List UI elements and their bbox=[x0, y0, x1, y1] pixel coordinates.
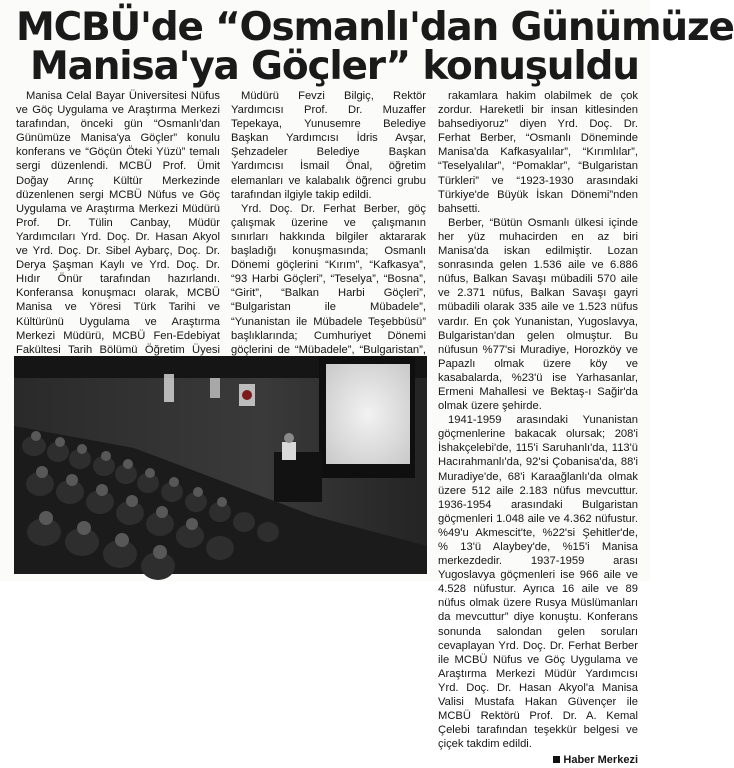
byline bbox=[438, 753, 638, 767]
paragraph: rakamlara hakim olabilmek de çok zordur. Hareketli bir insan kitlesinden bahsediyoruz” diyen Yrd. Doç. Dr. Ferhat Berber, “Osmanlı Döneminde Manisa'da Kafkasyalılar”, “Kırımlılar”, “Teselyalılar”, “Pomaklar”, “Bulgaristan Türkleri” ve “1923-1930 arasındaki Türkiye'de Büyük İskan Dönemi”nden bahsetti. bbox=[438, 90, 638, 215]
paragraph: Manisa Celal Bayar Üniversitesi Nüfus ve Göç Uygulama ve Araştırma Merkezi tarafından, önceki gün “Osmanlı'dan Günümüze Manisa'ya Göçler” konulu konferans ve “Göçün Öteki Yüzü” temalı sergi düzenlendi. MCBÜ Prof. Ümit Doğay Arınç Kültür Merkezinde düzenlenen sergi MCBÜ Nüfus ve Göç Uygulama ve Araştırma Merkezi Müdürü Prof. Dr. Tülin Canbay, Müdür Yardımcıları Yrd. Doç. Dr. Hasan Akyol ve Yrd. Doç. Dr. Sibel Aybarç, Doç. Dr. Derya Şaşman Kaylı ve Yrd. Doç. Dr. Hıdır Önür tarafından hazırlandı. Konferansa konuşmacı olarak, MCBÜ Manisa ve Yöresi Türk Tarihi ve Kültürünü Uygulama ve Araştırma Merkezi Müdürü, MCBÜ Fen-Edebiyat Fakültesi Tarih Bölümü Öğretim Üyesi bbox=[16, 90, 220, 356]
byline-text: Haber Merkezi bbox=[563, 754, 638, 767]
headline-line-2: Manisa'ya Göçler” konuşuldu bbox=[30, 44, 639, 89]
headline-line-1: MCBÜ'de “Osmanlı'dan Günümüze bbox=[16, 5, 734, 50]
conference-hall-photo bbox=[14, 356, 427, 574]
bullet-square-icon bbox=[553, 756, 560, 763]
paragraph: Müdürü Fevzi Bilgiç, Rektör Yardımcısı Prof. Dr. Muzaffer Tepekaya, Yunusemre Belediye Başkan Yardımcısı İdris Avşar, Şehzadeler Belediye Başkan Yardımcısı İsmail Önal, öğretim elemanları ve kalabalık öğrenci grubu tarafından ilgiyle takip edildi. bbox=[231, 90, 426, 201]
paragraph: Yrd. Doç. Dr. Ferhat Berber, göç çalışmak üzerine ve çalışmanın sınırları hakkında bilgiler aktararak başladığı konuşmasında; Osmanlı Dönemi göçlerini “Kırım”, “Kafkasya”, “93 Harbi Göçleri”, “Teselya”, “Bosna”, “Girit”, “Balkan Harbi Göçleri”, “Bulgaristan ile Mübadele”, “Yunanistan ile Mübadele Teşebbüsü” başlıklarında; Cumhuriyet Dönemi göçlerini de “Mübadele”, “Bulgaristan”, bbox=[231, 202, 426, 356]
article-column-3 bbox=[438, 89, 638, 768]
paragraph: 1941-1959 arasındaki Yunanistan göçmenlerine bakacak olursak; 208'i İshakçelebi'de, 115'i Saruhanlı'da, 113'ü Hacırahmanlı'da, 92'si Çobanisa'da, 88'i Muradiye'de, 68'i Karaağlanlı'da olmak üzere 512 aile 2.183 nüfus mevcuttur. 1936-1954 arasındaki Bulgaristan göçmenleri 1.048 aile ve 4.362 nüfustur. %49'u Akmescit'te, %22'si Şehitler'de, % 13'ü Alaybey'de, %15'i Manisa merkezdedir. 1937-1959 arası Yugoslavya göçmenleri ise 966 aile ve 4.528 nüfustur. Ayrıca 16 aile ve 89 nüfus olmak üzere Rusya Müslümanları da mevcuttur” diye konuştu. Konferans sonunda salondan gelen soruları cevaplayan Yrd. Doç. Dr. Ferhat Berber ile MCBÜ Nüfus ve Göç Uygulama ve Araştırma Merkezi Müdür Yardımcısı Yrd. Doç. Dr. Hasan Akyol'a Manisa Valisi Mustafa Hakan Güvençer ile MCBÜ Rektörü Prof. Dr. A. Kemal Çelebi tarafından teşekkür belgesi ve çiçek takdim edildi. bbox=[438, 414, 638, 751]
paragraph: Berber, “Bütün Osmanlı ülkesi içinde her yüz muhacirden en az biri Manisa'da iskan edilmiştir. Lozan sonrasında gelen 1.536 aile ve 6.886 nüfus, Balkan Savaşı mübadili 570 aile ve 2.371 nüfus, Balkan Savaşı gayri mübadili olarak 335 aile ve 1.523 nüfus vardır. En çok Yunanistan, Yugoslavya, Bulgaristan'dan gelen olmuştur. Bu nüfusun %77'si Muradiye, Horozköy ve Papazlı olmak üzere köy ve kasabalarda, %23'ü ise Yarhasanlar, Ermeni Mahallesi ve Bektaş-ı Sağir'da olmak üzere şehirde. bbox=[438, 216, 638, 413]
audience-illustration bbox=[14, 356, 427, 574]
